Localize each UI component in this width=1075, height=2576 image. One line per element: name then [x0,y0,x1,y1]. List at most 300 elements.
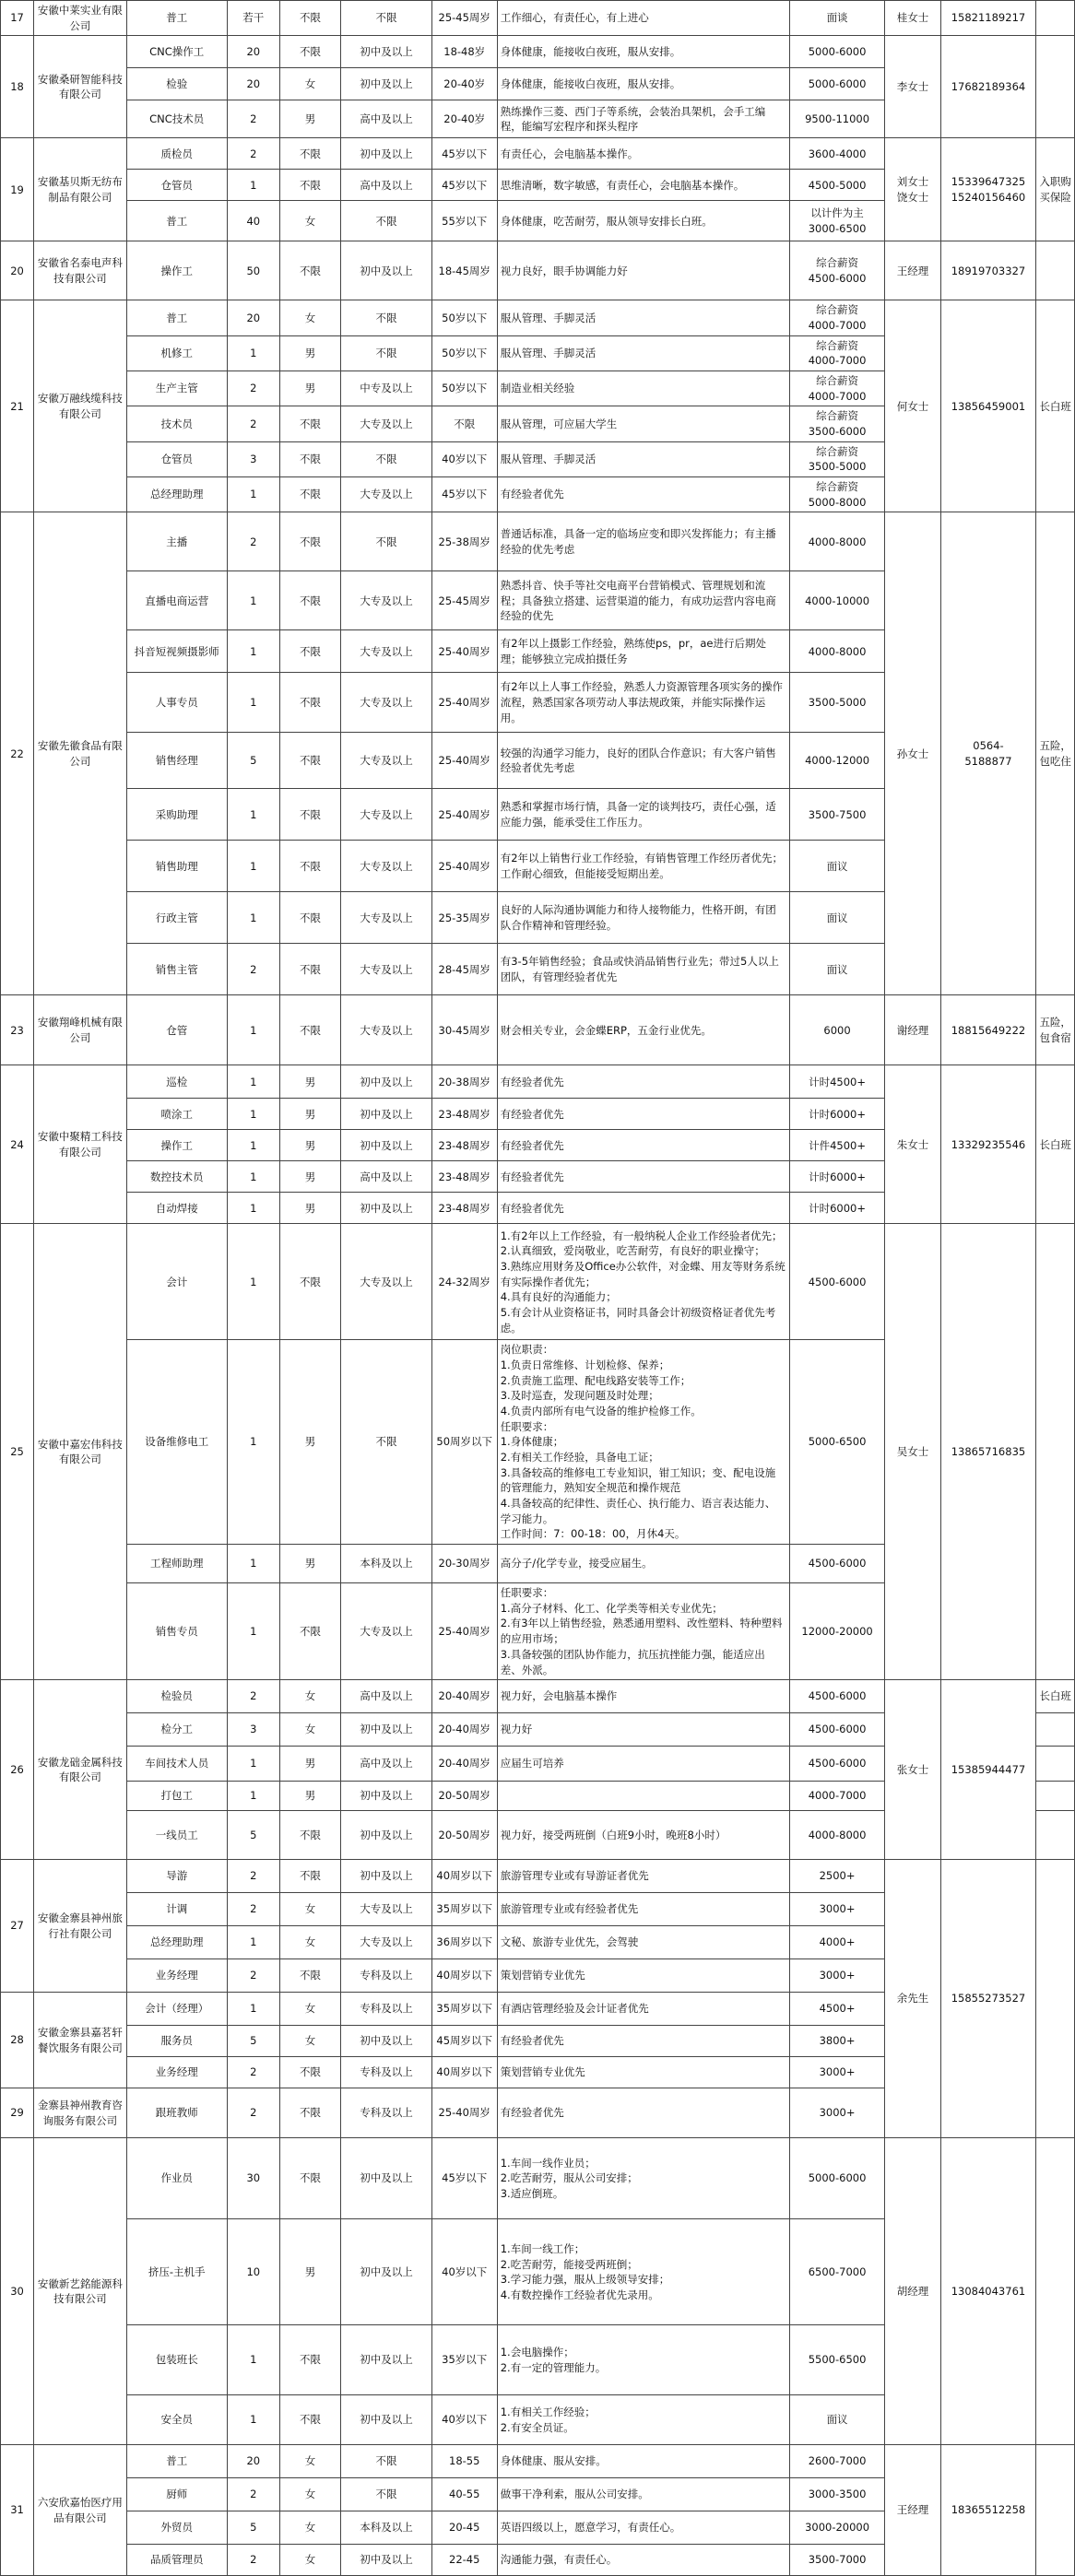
headcount-cell: 1 [227,1224,279,1340]
age-cell: 35周岁以下 [431,1893,497,1926]
contact-phone-cell: 18815649222 [940,995,1036,1065]
requirements-cell: 1.车间一线工作； 2.吃苦耐劳，能接受两班倒； 3.学习能力强，服从上级领导安排； 4.有数控操作工经验者优先录用。 [497,2219,789,2325]
requirements-cell: 旅游管理专业或有经验者优先 [497,1893,789,1926]
job-title-cell: 检分工 [126,1713,227,1747]
headcount-cell: 若干 [227,1,279,36]
salary-cell: 面谈 [789,1,885,36]
age-cell: 45岁以下 [431,2138,497,2219]
benefits-cell [1036,36,1075,138]
headcount-cell: 2 [227,1860,279,1893]
table-row [1,241,1075,300]
headcount-cell: 3 [227,1713,279,1747]
education-cell: 初中及以上 [341,2325,431,2395]
headcount-cell: 2 [227,944,279,995]
headcount-cell: 1 [227,1926,279,1959]
headcount-cell: 40 [227,201,279,241]
row-number-cell: 24 [1,1065,34,1224]
requirements-cell: 服从管理，可应届大学生 [497,406,789,441]
education-cell: 初中及以上 [341,2138,431,2219]
age-cell: 40周岁以下 [431,2057,497,2088]
requirements-cell: 策划营销专业优先 [497,1959,789,1993]
education-cell: 初中及以上 [341,68,431,100]
salary-cell: 5000-6500 [789,1340,885,1545]
benefits-cell: 长白班 [1036,1065,1075,1224]
gender-cell: 不限 [279,512,341,571]
salary-cell: 3500-5000 [789,673,885,733]
job-title-cell: 工程师助理 [126,1545,227,1583]
job-title-cell: 检验 [126,68,227,100]
requirements-cell: 有2年以上摄影工作经验，熟练使ps，pr，ae进行后期处理；能够独立完成拍摄任务 [497,630,789,673]
contact-phone-cell: 13865716835 [940,1224,1036,1680]
job-title-cell: 生产主管 [126,371,227,406]
education-cell: 专科及以上 [341,1959,431,1993]
gender-cell: 男 [279,335,341,371]
age-cell: 20-40周岁 [431,1747,497,1782]
requirements-cell: 视力良好，眼手协调能力好 [497,241,789,300]
gender-cell: 不限 [279,138,341,170]
benefits-cell: 五险，包食宿 [1036,995,1075,1065]
gender-cell: 女 [279,300,341,335]
salary-cell: 4500-6000 [789,1545,885,1583]
headcount-cell: 10 [227,2219,279,2325]
company-name-cell: 金寨县神州教育咨询服务有限公司 [34,2088,127,2138]
requirements-cell: 做事干净利索，服从公司安排。 [497,2478,789,2511]
requirements-cell: 旅游管理专业或有导游证者优先 [497,1860,789,1893]
benefits-cell: 五险，包吃住 [1036,512,1075,995]
age-cell: 50岁以下 [431,300,497,335]
gender-cell: 女 [279,2445,341,2478]
education-cell: 不限 [341,2478,431,2511]
education-cell: 初中及以上 [341,1099,431,1130]
headcount-cell: 1 [227,789,279,841]
age-cell: 23-48周岁 [431,1193,497,1224]
job-title-cell: 销售主管 [126,944,227,995]
education-cell: 不限 [341,2445,431,2478]
salary-cell: 4000+ [789,1926,885,1959]
education-cell: 初中及以上 [341,241,431,300]
headcount-cell: 20 [227,300,279,335]
job-title-cell: 采购助理 [126,789,227,841]
row-number-cell: 25 [1,1224,34,1680]
age-cell: 50周岁以下 [431,1340,497,1545]
job-title-cell: 一线员工 [126,1811,227,1860]
salary-cell: 5500-6500 [789,2325,885,2395]
salary-cell: 5000-6000 [789,68,885,100]
age-cell: 23-48周岁 [431,1099,497,1130]
row-number-cell: 17 [1,1,34,36]
contact-person-cell: 王经理 [885,2445,940,2576]
headcount-cell: 1 [227,1099,279,1130]
salary-cell: 综合薪资 5000-8000 [789,477,885,512]
education-cell: 初中及以上 [341,1065,431,1099]
benefits-cell [1036,2445,1075,2576]
headcount-cell: 1 [227,1161,279,1193]
age-cell: 25-45周岁 [431,1,497,36]
gender-cell: 不限 [279,2088,341,2138]
job-title-cell: 检验员 [126,1680,227,1713]
age-cell: 40岁以下 [431,441,497,476]
education-cell: 初中及以上 [341,1811,431,1860]
gender-cell: 不限 [279,2395,341,2445]
row-number-cell: 20 [1,241,34,300]
headcount-cell: 1 [227,995,279,1065]
job-title-cell: 外贸员 [126,2511,227,2545]
gender-cell: 男 [279,1161,341,1193]
headcount-cell: 1 [227,1747,279,1782]
job-title-cell: 车间技术人员 [126,1747,227,1782]
salary-cell: 2600-7000 [789,2445,885,2478]
requirements-cell: 服从管理、手脚灵活 [497,441,789,476]
education-cell: 高中及以上 [341,170,431,201]
salary-cell: 面议 [789,841,885,892]
age-cell: 20-50周岁 [431,1782,497,1811]
education-cell: 初中及以上 [341,2026,431,2057]
headcount-cell: 2 [227,2057,279,2088]
row-number-cell: 31 [1,2445,34,2576]
requirements-cell: 熟悉抖音、快手等社交电商平台营销模式、管理规划和流程；具备独立搭建、运营渠道的能力，有成功运营内容电商经验的优先 [497,571,789,630]
gender-cell: 不限 [279,944,341,995]
job-title-cell: 抖音短视频摄影师 [126,630,227,673]
headcount-cell: 1 [227,1993,279,2026]
salary-cell: 3000+ [789,1893,885,1926]
education-cell: 大专及以上 [341,733,431,789]
education-cell: 不限 [341,201,431,241]
salary-cell: 计时6000+ [789,1193,885,1224]
headcount-cell: 2 [227,1680,279,1713]
contact-person-cell: 何女士 [885,300,940,512]
salary-cell: 3500-7000 [789,2545,885,2576]
education-cell: 初中及以上 [341,138,431,170]
company-name-cell: 安徽桑研智能科技有限公司 [34,36,127,138]
gender-cell: 男 [279,1747,341,1782]
requirements-cell: 1.有相关工作经验； 2.有安全员证。 [497,2395,789,2445]
education-cell: 大专及以上 [341,1224,431,1340]
age-cell: 25-40周岁 [431,841,497,892]
job-title-cell: 安全员 [126,2395,227,2445]
salary-cell: 计时4500+ [789,1065,885,1099]
company-name-cell: 安徽先徽食品有限公司 [34,512,127,995]
headcount-cell: 2 [227,138,279,170]
contact-person-cell: 张女士 [885,1680,940,1860]
gender-cell: 不限 [279,406,341,441]
gender-cell: 不限 [279,1959,341,1993]
requirements-cell: 熟悉和掌握市场行情，具备一定的谈判技巧，责任心强，适应能力强，能承受住工作压力。 [497,789,789,841]
row-number-cell: 27 [1,1860,34,1993]
gender-cell: 不限 [279,1583,341,1680]
gender-cell: 男 [279,2219,341,2325]
age-cell: 20-30周岁 [431,1545,497,1583]
gender-cell: 男 [279,1130,341,1161]
gender-cell: 男 [279,1065,341,1099]
job-title-cell: 喷涂工 [126,1099,227,1130]
company-name-cell: 安徽万融线缆科技有限公司 [34,300,127,512]
salary-cell: 面议 [789,944,885,995]
contact-person-cell: 胡经理 [885,2138,940,2445]
education-cell: 不限 [341,335,431,371]
company-name-cell: 六安欣嘉怡医疗用品有限公司 [34,2445,127,2576]
job-title-cell: 厨师 [126,2478,227,2511]
headcount-cell: 1 [227,1340,279,1545]
benefits-cell [1036,1,1075,36]
salary-cell: 4500-6000 [789,1747,885,1782]
requirements-cell: 熟练操作三菱、西门子等系统，会装治具架机，会手工编程，能编写宏程序和探头程序 [497,100,789,138]
salary-cell: 9500-11000 [789,100,885,138]
company-name-cell: 安徽新艺銘能源科技有限公司 [34,2138,127,2445]
age-cell: 35岁以下 [431,2325,497,2395]
gender-cell: 不限 [279,733,341,789]
table-row [1,1,1075,36]
contact-phone-cell: 18365512258 [940,2445,1036,2576]
job-title-cell: 普工 [126,201,227,241]
requirements-cell: 1.有2年以上工作经验，有一般纳税人企业工作经验者优先； 2.认真细致，爱岗敬业，吃苦耐劳，有良好的职业操守； 3.熟练应用财务及Office办公软件，对金蝶、用友等财务系统有实际操作者优先； 4.具有良好的沟通能力； 5.有会计从业资格证书，同时具备会计初级资格证者优先考虑。 [497,1224,789,1340]
headcount-cell: 2 [227,2545,279,2576]
requirements-cell: 1.车间一线作业员； 2.吃苦耐劳，服从公司安排； 3.适应倒班。 [497,2138,789,2219]
requirements-cell: 有经验者优先 [497,1193,789,1224]
gender-cell: 不限 [279,630,341,673]
company-name-cell: 安徽龙础金属科技有限公司 [34,1680,127,1860]
education-cell: 专科及以上 [341,2057,431,2088]
table-body [1,1,1075,2576]
requirements-cell: 有经验者优先 [497,1161,789,1193]
contact-phone-cell: 15385944477 [940,1680,1036,1860]
requirements-cell: 策划营销专业优先 [497,2057,789,2088]
age-cell: 45周岁以下 [431,2026,497,2057]
education-cell: 中专及以上 [341,371,431,406]
job-title-cell: 仓管 [126,995,227,1065]
contact-phone-cell: 15339647325 15240156460 [940,138,1036,241]
salary-cell: 3000-20000 [789,2511,885,2545]
table-row [1,300,1075,335]
education-cell: 大专及以上 [341,789,431,841]
benefits-cell [1036,1747,1075,1782]
table-row [1,512,1075,571]
education-cell: 高中及以上 [341,1747,431,1782]
gender-cell: 女 [279,2511,341,2545]
salary-cell: 5000-6000 [789,2138,885,2219]
education-cell: 初中及以上 [341,2395,431,2445]
headcount-cell: 2 [227,406,279,441]
age-cell: 23-48周岁 [431,1161,497,1193]
age-cell: 40周岁以下 [431,1959,497,1993]
gender-cell: 男 [279,1782,341,1811]
job-title-cell: 销售经理 [126,733,227,789]
age-cell: 50岁以下 [431,335,497,371]
row-number-cell: 26 [1,1680,34,1860]
salary-cell: 综合薪资 4000-7000 [789,371,885,406]
gender-cell: 男 [279,1099,341,1130]
job-title-cell: 业务经理 [126,1959,227,1993]
education-cell: 大专及以上 [341,630,431,673]
headcount-cell: 1 [227,892,279,944]
education-cell: 不限 [341,512,431,571]
education-cell: 本科及以上 [341,1545,431,1583]
job-title-cell: 数控技术员 [126,1161,227,1193]
requirements-cell: 有经验者优先 [497,2088,789,2138]
headcount-cell: 1 [227,1130,279,1161]
job-title-cell: 销售助理 [126,841,227,892]
headcount-cell: 1 [227,1583,279,1680]
salary-cell: 6500-7000 [789,2219,885,2325]
job-title-cell: 仓管员 [126,441,227,476]
headcount-cell: 20 [227,2445,279,2478]
company-name-cell: 安徽中莱实业有限公司 [34,1,127,36]
headcount-cell: 20 [227,68,279,100]
salary-cell: 综合薪资 3500-6000 [789,406,885,441]
headcount-cell: 20 [227,36,279,68]
job-title-cell: 总经理助理 [126,477,227,512]
benefits-cell: 长白班 [1036,1680,1075,1713]
age-cell: 不限 [431,406,497,441]
headcount-cell: 1 [227,1545,279,1583]
salary-cell: 3500-7500 [789,789,885,841]
headcount-cell: 1 [227,571,279,630]
headcount-cell: 1 [227,2395,279,2445]
age-cell: 20-38周岁 [431,1065,497,1099]
requirements-cell: 任职要求： 1.高分子材料、化工、化学类等相关专业优先； 2.有3年以上销售经验，熟悉通用塑料、改性塑料、特种塑料的应用市场； 3.具备较强的团队协作能力，抗压抗挫能力强，能适应出差、外派。 [497,1583,789,1680]
headcount-cell: 2 [227,371,279,406]
requirements-cell: 有经验者优先 [497,477,789,512]
education-cell: 初中及以上 [341,2219,431,2325]
gender-cell: 男 [279,1340,341,1545]
job-title-cell: 导游 [126,1860,227,1893]
contact-phone-cell: 0564- 5188877 [940,512,1036,995]
table-row [1,995,1075,1065]
age-cell: 25-45周岁 [431,571,497,630]
requirements-cell: 视力好，会电脑基本操作 [497,1680,789,1713]
job-title-cell: 挤压-主机手 [126,2219,227,2325]
gender-cell: 不限 [279,2325,341,2395]
gender-cell: 男 [279,1193,341,1224]
headcount-cell: 5 [227,733,279,789]
gender-cell: 男 [279,371,341,406]
contact-person-cell: 桂女士 [885,1,940,36]
gender-cell: 男 [279,100,341,138]
requirements-cell: 制造业相关经验 [497,371,789,406]
job-title-cell: 设备维修电工 [126,1340,227,1545]
job-title-cell: 操作工 [126,241,227,300]
salary-cell: 5000-6000 [789,36,885,68]
age-cell: 20-40周岁 [431,1713,497,1747]
education-cell: 初中及以上 [341,1860,431,1893]
salary-cell: 4500-6000 [789,1713,885,1747]
age-cell: 18-55 [431,2445,497,2478]
education-cell: 专科及以上 [341,2088,431,2138]
job-title-cell: CNC操作工 [126,36,227,68]
requirements-cell: 良好的人际沟通协调能力和待人接物能力，性格开朗，有团队合作精神和管理经验。 [497,892,789,944]
headcount-cell: 2 [227,2478,279,2511]
age-cell: 20-50周岁 [431,1811,497,1860]
gender-cell: 不限 [279,841,341,892]
education-cell: 高中及以上 [341,100,431,138]
job-title-cell: 自动焊接 [126,1193,227,1224]
requirements-cell: 工作细心，有责任心，有上进心 [497,1,789,36]
contact-phone-cell: 15821189217 [940,1,1036,36]
gender-cell: 女 [279,1680,341,1713]
table-row [1,1224,1075,1340]
requirements-cell: 应届生可培养 [497,1747,789,1782]
headcount-cell: 30 [227,2138,279,2219]
job-title-cell: 机修工 [126,335,227,371]
contact-phone-cell: 13856459001 [940,300,1036,512]
job-title-cell: 打包工 [126,1782,227,1811]
job-title-cell: 人事专员 [126,673,227,733]
row-number-cell: 28 [1,1993,34,2088]
headcount-cell: 1 [227,1782,279,1811]
job-title-cell: 巡检 [126,1065,227,1099]
headcount-cell: 1 [227,477,279,512]
education-cell: 大专及以上 [341,841,431,892]
requirements-cell: 有2年以上销售行业工作经验，有销售管理工作经历者优先；工作耐心细致，但能接受短期出差。 [497,841,789,892]
age-cell: 23-48周岁 [431,1130,497,1161]
headcount-cell: 1 [227,170,279,201]
salary-cell: 以计件为主 3000-6500 [789,201,885,241]
education-cell: 大专及以上 [341,1583,431,1680]
education-cell: 大专及以上 [341,673,431,733]
job-title-cell: 质检员 [126,138,227,170]
gender-cell: 女 [279,1993,341,2026]
contact-person-cell: 王经理 [885,241,940,300]
requirements-cell: 有责任心，会电脑基本操作。 [497,138,789,170]
table-row [1,1065,1075,1099]
row-number-cell: 30 [1,2138,34,2445]
salary-cell: 3000+ [789,2057,885,2088]
age-cell: 20-40岁 [431,100,497,138]
contact-person-cell: 李女士 [885,36,940,138]
benefits-cell [1036,1811,1075,1860]
job-title-cell: 会计 [126,1224,227,1340]
salary-cell: 3000-3500 [789,2478,885,2511]
requirements-cell: 英语四级以上，愿意学习，有责任心。 [497,2511,789,2545]
age-cell: 20-40周岁 [431,1680,497,1713]
headcount-cell: 1 [227,841,279,892]
table-row [1,2138,1075,2219]
headcount-cell: 2 [227,1893,279,1926]
education-cell: 大专及以上 [341,995,431,1065]
age-cell: 24-32周岁 [431,1224,497,1340]
requirements-cell: 身体健康，能接收白夜班，服从安排。 [497,68,789,100]
requirements-cell: 视力好 [497,1713,789,1747]
gender-cell: 女 [279,2026,341,2057]
company-name-cell: 安徽基贝斯无纺布制品有限公司 [34,138,127,241]
headcount-cell: 5 [227,1811,279,1860]
age-cell: 25-40周岁 [431,733,497,789]
age-cell: 35周岁以下 [431,1993,497,2026]
row-number-cell: 29 [1,2088,34,2138]
requirements-cell: 较强的沟通学习能力，良好的团队合作意识；有大客户销售经验者优先考虑 [497,733,789,789]
requirements-cell: 身体健康，能接收白夜班，服从安排。 [497,36,789,68]
requirements-cell: 有2年以上人事工作经验，熟悉人力资源管理各项实务的操作流程，熟悉国家各项劳动人事法规政策，并能实际操作运用。 [497,673,789,733]
age-cell: 25-40周岁 [431,789,497,841]
gender-cell: 不限 [279,995,341,1065]
age-cell: 28-45周岁 [431,944,497,995]
benefits-cell: 长白班 [1036,300,1075,512]
age-cell: 40-55 [431,2478,497,2511]
education-cell: 初中及以上 [341,36,431,68]
gender-cell: 不限 [279,1224,341,1340]
contact-phone-cell: 15855273527 [940,1860,1036,2138]
salary-cell: 4500-6000 [789,1224,885,1340]
headcount-cell: 1 [227,673,279,733]
age-cell: 18-48岁 [431,36,497,68]
row-number-cell: 22 [1,512,34,995]
contact-phone-cell: 18919703327 [940,241,1036,300]
job-title-cell: 操作工 [126,1130,227,1161]
age-cell: 25-40周岁 [431,673,497,733]
benefits-cell [1036,1860,1075,2138]
gender-cell: 不限 [279,241,341,300]
age-cell: 18-45周岁 [431,241,497,300]
gender-cell: 女 [279,2545,341,2576]
